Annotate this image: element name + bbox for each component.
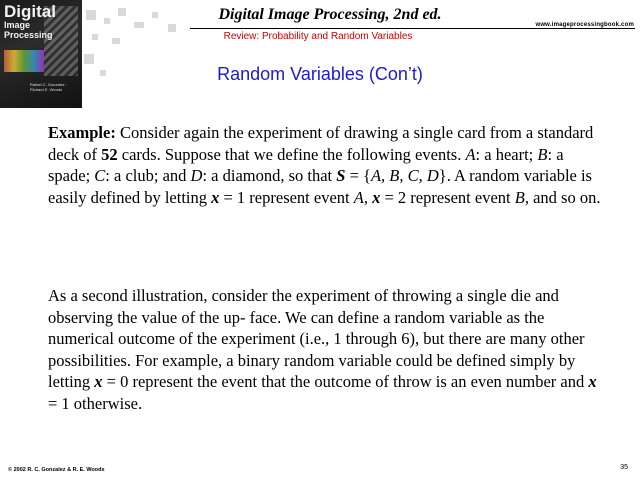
text-run: x (94, 372, 103, 391)
website-link[interactable]: www.imageprocessingbook.com (535, 22, 634, 28)
text-run: x (211, 187, 220, 207)
die-paragraph (48, 285, 608, 414)
book-cover-image (0, 0, 82, 108)
text-run: B (537, 144, 548, 164)
text-run: = 0 represent the event that the outcome of throw is an even number and (102, 372, 589, 391)
text-run: , (363, 187, 373, 207)
cover-title-line3: Processing (4, 30, 53, 40)
book-title: Digital Image Processing, 2nd ed. (218, 6, 442, 23)
text-run: A (465, 144, 476, 164)
header-divider (190, 28, 635, 29)
cover-authors: Rafael C. Gonzalez · Richard E. Woods (30, 82, 68, 92)
cover-color-stripe (4, 50, 44, 72)
text-run: : a heart; (475, 144, 538, 164)
text-run: cards. Suppose that we define the following events. (117, 144, 466, 164)
text-run: }. A random variable is easily defined by letting (48, 166, 592, 207)
slide-title: Random Variables (Con’t) (217, 64, 423, 84)
text-run: B (514, 187, 525, 207)
cover-title-line2: Image (4, 20, 31, 30)
text-run: C (94, 166, 106, 185)
text-run: = 1 represent event (219, 187, 354, 207)
text-run: = 1 otherwise. (48, 393, 143, 413)
text-run: A, B, C, D (370, 166, 439, 185)
text-run: x (372, 187, 381, 207)
example-paragraph (48, 122, 608, 208)
cover-title (4, 4, 78, 40)
text-run: Consider again the experiment of drawing a single card from a standard deck of (48, 123, 594, 164)
text-run: : a diamond, so that (202, 166, 337, 185)
page-number: 35 (620, 464, 628, 471)
example-lead: Example: (48, 123, 116, 142)
cover-title-line1: Digital (4, 2, 56, 21)
text-run: As a second illustration, consider the experiment of throwing a single die and observing the value of the up- face. We can define a random variable as the numerical outcome of the experiment (i.e., 1 through 6), but there are many other possibilities. For example, a binary random variable could be defined simply by letting (48, 286, 585, 391)
text-run: 52 (101, 144, 118, 164)
section-subtitle: Review: Probability and Random Variables (223, 31, 413, 42)
copyright-notice: © 2002 R. C. Gonzalez & R. E. Woods (8, 467, 105, 473)
text-run: D (190, 166, 203, 185)
text-run: x (588, 372, 597, 391)
text-run: A (353, 187, 364, 207)
text-run: : a spade; (48, 144, 564, 185)
text-run: = { (345, 166, 371, 185)
text-run: , and so on. (524, 187, 601, 207)
text-run: : a club; and (105, 166, 191, 185)
text-run: = 2 represent event (380, 187, 515, 207)
text-run: S (336, 166, 346, 185)
